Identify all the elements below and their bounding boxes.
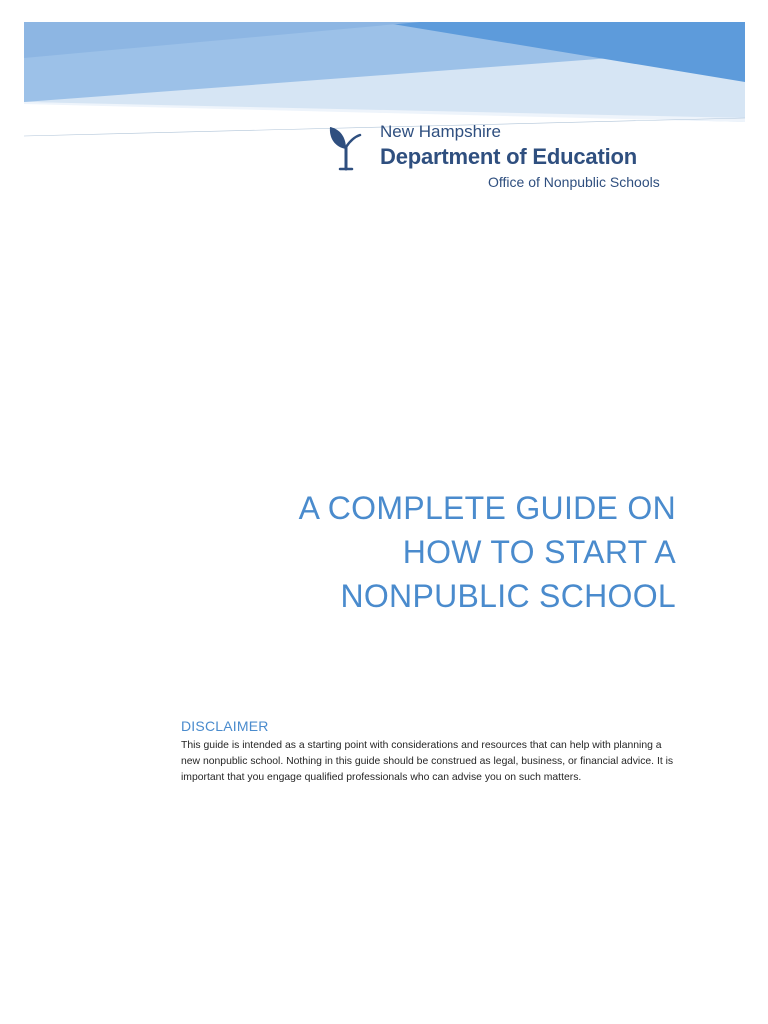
logo-state-name: New Hampshire bbox=[380, 122, 501, 141]
disclaimer-heading: DISCLAIMER bbox=[181, 718, 269, 734]
document-title bbox=[216, 486, 676, 618]
department-logo bbox=[326, 118, 686, 198]
logo-department-name: Department of Education bbox=[380, 144, 637, 169]
logo-office-name: Office of Nonpublic Schools bbox=[488, 174, 660, 190]
disclaimer-body: This guide is intended as a starting point with considerations and resources that can help with planning a new nonpublic school. Nothing in this guide should be construed as legal, business, or financial advice. It is important that you engage qualified professionals who can advise you on such matters. bbox=[181, 740, 674, 783]
title-line-1: A COMPLETE GUIDE ON bbox=[298, 490, 676, 526]
title-line-2: HOW TO START A bbox=[402, 534, 676, 570]
title-line-3: NONPUBLIC SCHOOL bbox=[340, 578, 676, 614]
disclaimer-section bbox=[181, 717, 681, 786]
seedling-icon bbox=[326, 123, 366, 171]
